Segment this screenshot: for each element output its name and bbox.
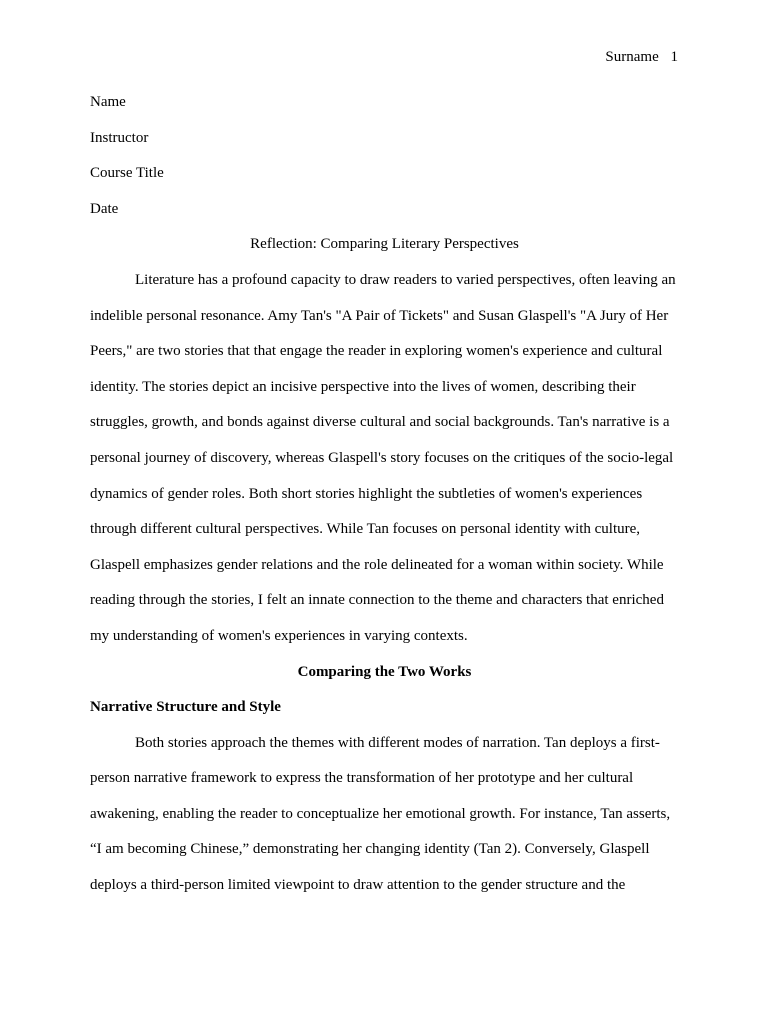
subsection-heading: Narrative Structure and Style — [90, 699, 281, 716]
header-surname: Surname — [605, 49, 659, 65]
header-page-number: 1 — [670, 49, 678, 65]
document-body — [90, 85, 679, 904]
section-heading: Comparing the Two Works — [297, 663, 472, 680]
intro-paragraph: Literature has a profound capacity to draw readers to varied perspectives, often leaving an indelible personal resonance. Amy Tan's "A Pair of Tickets" and Susan Glaspell's "A Jury of Her Peers," are two stories that that engage the reader in exploring women's experience and cultural identity. The stories depict an incisive perspective into the lives of women, describing their struggles, growth, and bonds against diverse cultural and social backgrounds. Tan's narrative is a personal journey of discovery, whereas Glaspell's story focuses on the critiques of the socio-legal dynamics of gender roles. Both short stories highlight the subtleties of women's experiences through different cultural perspectives. While Tan focuses on personal identity with culture, Glaspell emphasizes gender relations and the role delineated for a woman within society. While reading through the stories, I felt an innate connection to the theme and characters that enriched my understanding of women's experiences in varying contexts. — [90, 271, 676, 644]
course-title: Course Title — [90, 165, 164, 182]
student-name: Name — [90, 94, 126, 110]
narrative-paragraph: Both stories approach the themes with different modes of narration. Tan deploys a first-person narrative framework to express the transformation of her prototype and her cultural awakening, enabling the reader to conceptualize her emotional growth. For instance, Tan asserts, “I am becoming Chinese,” demonstrating her changing identity (Tan 2). Conversely, Glaspell deploys a third-person limited viewpoint to draw attention to the gender structure and the — [90, 734, 671, 894]
instructor-name: Instructor — [90, 129, 149, 146]
essay-title: Reflection: Comparing Literary Perspectives — [250, 236, 519, 253]
running-header — [605, 47, 678, 67]
essay-date: Date — [90, 200, 119, 217]
